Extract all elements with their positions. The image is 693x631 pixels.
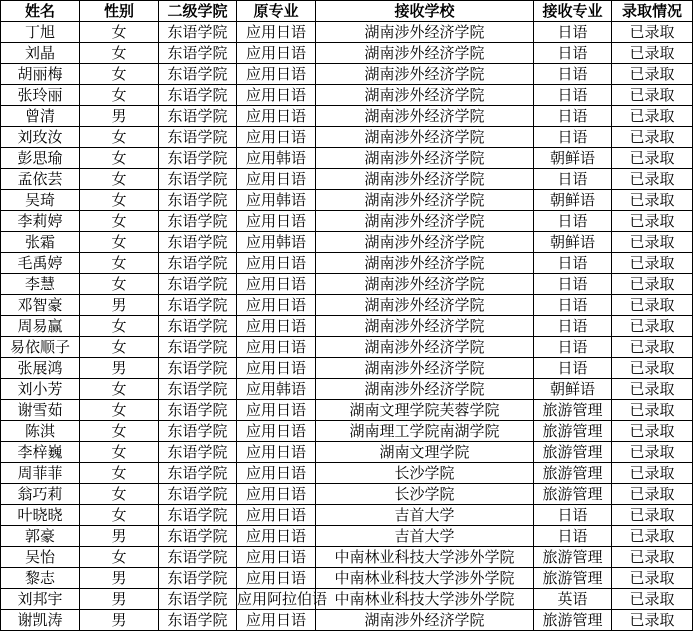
table-row: [1, 463, 693, 484]
cell-receiving-major: 日语: [534, 127, 612, 148]
cell-original-major: 应用日语: [237, 400, 316, 421]
cell-original-major: 应用日语: [237, 169, 316, 190]
cell-name: 吴琦: [1, 190, 80, 211]
cell-original-major: 应用韩语: [237, 190, 316, 211]
cell-receiving-major: 日语: [534, 505, 612, 526]
cell-name: 刘玫汝: [1, 127, 80, 148]
cell-gender: 女: [80, 547, 159, 568]
cell-gender: 女: [80, 274, 159, 295]
cell-college: 东语学院: [159, 169, 237, 190]
cell-admission-status: 已录取: [612, 610, 693, 631]
cell-name: 李莉婷: [1, 211, 80, 232]
cell-original-major: 应用韩语: [237, 148, 316, 169]
cell-gender: 女: [80, 505, 159, 526]
cell-college: 东语学院: [159, 274, 237, 295]
cell-gender: 女: [80, 253, 159, 274]
cell-college: 东语学院: [159, 43, 237, 64]
cell-gender: 男: [80, 589, 159, 610]
cell-name: 张展鸿: [1, 358, 80, 379]
cell-receiving-school: 湖南涉外经济学院: [316, 22, 534, 43]
header-receiving-major: 接收专业: [534, 1, 612, 22]
table-row: [1, 232, 693, 253]
cell-gender: 女: [80, 442, 159, 463]
cell-admission-status: 已录取: [612, 421, 693, 442]
cell-admission-status: 已录取: [612, 253, 693, 274]
cell-college: 东语学院: [159, 127, 237, 148]
cell-college: 东语学院: [159, 22, 237, 43]
cell-original-major: 应用韩语: [237, 232, 316, 253]
cell-gender: 男: [80, 568, 159, 589]
cell-receiving-major: 旅游管理: [534, 463, 612, 484]
cell-admission-status: 已录取: [612, 22, 693, 43]
table-row: [1, 43, 693, 64]
cell-original-major: 应用日语: [237, 547, 316, 568]
cell-receiving-major: 日语: [534, 274, 612, 295]
cell-gender: 女: [80, 64, 159, 85]
cell-receiving-school: 中南林业科技大学涉外学院: [316, 547, 534, 568]
cell-name: 李慧: [1, 274, 80, 295]
cell-admission-status: 已录取: [612, 337, 693, 358]
table-row: [1, 610, 693, 631]
cell-gender: 女: [80, 190, 159, 211]
table-row: [1, 547, 693, 568]
cell-receiving-school: 湖南涉外经济学院: [316, 85, 534, 106]
cell-admission-status: 已录取: [612, 379, 693, 400]
cell-original-major: 应用日语: [237, 505, 316, 526]
cell-original-major: 应用日语: [237, 337, 316, 358]
cell-receiving-school: 中南林业科技大学涉外学院: [316, 568, 534, 589]
cell-receiving-school: 湖南涉外经济学院: [316, 169, 534, 190]
cell-college: 东语学院: [159, 148, 237, 169]
cell-name: 黎志: [1, 568, 80, 589]
cell-original-major: 应用日语: [237, 106, 316, 127]
cell-receiving-major: 朝鲜语: [534, 379, 612, 400]
cell-receiving-major: 朝鲜语: [534, 190, 612, 211]
cell-original-major: 应用日语: [237, 316, 316, 337]
cell-receiving-major: 旅游管理: [534, 442, 612, 463]
cell-gender: 女: [80, 22, 159, 43]
cell-name: 孟依芸: [1, 169, 80, 190]
cell-admission-status: 已录取: [612, 442, 693, 463]
cell-receiving-school: 湖南涉外经济学院: [316, 337, 534, 358]
cell-admission-status: 已录取: [612, 484, 693, 505]
cell-gender: 女: [80, 316, 159, 337]
cell-receiving-school: 湖南涉外经济学院: [316, 253, 534, 274]
cell-receiving-major: 日语: [534, 526, 612, 547]
cell-gender: 女: [80, 148, 159, 169]
cell-receiving-school: 湖南涉外经济学院: [316, 190, 534, 211]
table-row: [1, 568, 693, 589]
cell-name: 彭思瑜: [1, 148, 80, 169]
table-row: [1, 127, 693, 148]
cell-receiving-school: 湖南涉外经济学院: [316, 379, 534, 400]
cell-college: 东语学院: [159, 106, 237, 127]
cell-college: 东语学院: [159, 64, 237, 85]
cell-college: 东语学院: [159, 505, 237, 526]
cell-college: 东语学院: [159, 400, 237, 421]
cell-receiving-school: 湖南涉外经济学院: [316, 106, 534, 127]
table-row: [1, 253, 693, 274]
cell-gender: 女: [80, 484, 159, 505]
cell-college: 东语学院: [159, 316, 237, 337]
cell-admission-status: 已录取: [612, 505, 693, 526]
cell-admission-status: 已录取: [612, 64, 693, 85]
cell-receiving-major: 旅游管理: [534, 568, 612, 589]
cell-original-major: 应用日语: [237, 484, 316, 505]
cell-receiving-major: 旅游管理: [534, 610, 612, 631]
cell-receiving-major: 日语: [534, 106, 612, 127]
table-row: [1, 337, 693, 358]
cell-name: 易依顺子: [1, 337, 80, 358]
cell-name: 周易赢: [1, 316, 80, 337]
cell-admission-status: 已录取: [612, 106, 693, 127]
cell-admission-status: 已录取: [612, 169, 693, 190]
cell-admission-status: 已录取: [612, 43, 693, 64]
cell-receiving-major: 旅游管理: [534, 484, 612, 505]
cell-admission-status: 已录取: [612, 358, 693, 379]
cell-gender: 男: [80, 610, 159, 631]
header-original-major: 原专业: [237, 1, 316, 22]
table-row: [1, 316, 693, 337]
cell-original-major: 应用日语: [237, 85, 316, 106]
cell-receiving-major: 日语: [534, 358, 612, 379]
cell-gender: 女: [80, 127, 159, 148]
cell-receiving-school: 湖南涉外经济学院: [316, 127, 534, 148]
cell-receiving-major: 英语: [534, 589, 612, 610]
cell-name: 刘小芳: [1, 379, 80, 400]
table-row: [1, 106, 693, 127]
table-row: [1, 274, 693, 295]
cell-gender: 女: [80, 85, 159, 106]
cell-gender: 女: [80, 421, 159, 442]
cell-name: 张霜: [1, 232, 80, 253]
table-row: [1, 484, 693, 505]
cell-admission-status: 已录取: [612, 526, 693, 547]
cell-original-major: 应用阿拉伯语: [237, 589, 328, 608]
cell-original-major: 应用日语: [237, 127, 316, 148]
cell-admission-status: 已录取: [612, 295, 693, 316]
cell-admission-status: 已录取: [612, 316, 693, 337]
cell-name: 陈淇: [1, 421, 80, 442]
cell-college: 东语学院: [159, 190, 237, 211]
cell-original-major: 应用日语: [237, 43, 316, 64]
cell-gender: 男: [80, 295, 159, 316]
table-row: [1, 295, 693, 316]
cell-name: 毛禹婷: [1, 253, 80, 274]
cell-name: 丁旭: [1, 22, 80, 43]
cell-original-major: 应用日语: [237, 211, 316, 232]
cell-gender: 女: [80, 169, 159, 190]
cell-original-major: 应用日语: [237, 442, 316, 463]
table-row: [1, 358, 693, 379]
cell-receiving-major: 日语: [534, 295, 612, 316]
cell-college: 东语学院: [159, 463, 237, 484]
cell-admission-status: 已录取: [612, 148, 693, 169]
table-row: [1, 400, 693, 421]
cell-admission-status: 已录取: [612, 547, 693, 568]
cell-college: 东语学院: [159, 589, 237, 610]
cell-original-major: 应用日语: [237, 421, 316, 442]
cell-admission-status: 已录取: [612, 274, 693, 295]
cell-gender: 男: [80, 358, 159, 379]
cell-admission-status: 已录取: [612, 568, 693, 589]
cell-original-major: 应用日语: [237, 64, 316, 85]
cell-receiving-school: 湖南涉外经济学院: [316, 610, 534, 631]
cell-receiving-major: 日语: [534, 85, 612, 106]
cell-receiving-major: 朝鲜语: [534, 148, 612, 169]
cell-admission-status: 已录取: [612, 232, 693, 253]
cell-receiving-major: 日语: [534, 22, 612, 43]
cell-college: 东语学院: [159, 232, 237, 253]
cell-receiving-major: 旅游管理: [534, 547, 612, 568]
header-gender: 性别: [80, 1, 159, 22]
table-row: [1, 526, 693, 547]
cell-name: 翁巧莉: [1, 484, 80, 505]
table-row: [1, 148, 693, 169]
cell-receiving-school: 长沙学院: [316, 463, 534, 484]
cell-admission-status: 已录取: [612, 589, 693, 610]
cell-college: 东语学院: [159, 253, 237, 274]
cell-gender: 女: [80, 43, 159, 64]
cell-receiving-school: 湖南涉外经济学院: [316, 274, 534, 295]
cell-receiving-school: 湖南文理学院芙蓉学院: [316, 400, 534, 421]
table-row: [1, 442, 693, 463]
cell-gender: 女: [80, 379, 159, 400]
cell-receiving-school: 中南林业科技大学涉外学院: [316, 589, 534, 610]
cell-admission-status: 已录取: [612, 211, 693, 232]
cell-college: 东语学院: [159, 85, 237, 106]
cell-name: 叶晓晓: [1, 505, 80, 526]
cell-college: 东语学院: [159, 568, 237, 589]
cell-college: 东语学院: [159, 295, 237, 316]
cell-receiving-major: 日语: [534, 253, 612, 274]
header-college: 二级学院: [159, 1, 237, 22]
cell-name: 张玲丽: [1, 85, 80, 106]
cell-college: 东语学院: [159, 442, 237, 463]
cell-name: 刘晶: [1, 43, 80, 64]
header-admission-status: 录取情况: [612, 1, 693, 22]
cell-college: 东语学院: [159, 421, 237, 442]
cell-receiving-major: 日语: [534, 43, 612, 64]
cell-gender: 女: [80, 400, 159, 421]
cell-name: 曾清: [1, 106, 80, 127]
cell-receiving-school: 湖南涉外经济学院: [316, 295, 534, 316]
table-row: [1, 85, 693, 106]
header-row: [1, 1, 693, 22]
cell-name: 吴怡: [1, 547, 80, 568]
cell-receiving-school: 湖南涉外经济学院: [316, 232, 534, 253]
cell-receiving-school: 湖南涉外经济学院: [316, 211, 534, 232]
cell-admission-status: 已录取: [612, 85, 693, 106]
cell-receiving-major: 朝鲜语: [534, 232, 612, 253]
cell-original-major: 应用日语: [237, 358, 316, 379]
cell-college: 东语学院: [159, 484, 237, 505]
cell-original-major: 应用日语: [237, 610, 316, 631]
cell-name: 刘邦宇: [1, 589, 80, 610]
table-row: [1, 421, 693, 442]
cell-original-major: 应用日语: [237, 463, 316, 484]
cell-original-major: 应用日语: [237, 295, 316, 316]
cell-original-major: 应用日语: [237, 22, 316, 43]
cell-name: 谢雪茹: [1, 400, 80, 421]
table-row: [1, 190, 693, 211]
cell-receiving-major: 日语: [534, 169, 612, 190]
cell-receiving-major: 日语: [534, 316, 612, 337]
header-name: 姓名: [1, 1, 80, 22]
cell-college: 东语学院: [159, 358, 237, 379]
cell-receiving-school: 湖南涉外经济学院: [316, 148, 534, 169]
cell-original-major: 应用日语: [237, 568, 316, 589]
cell-gender: 女: [80, 211, 159, 232]
table-row: [1, 505, 693, 526]
cell-admission-status: 已录取: [612, 127, 693, 148]
cell-original-major: 应用日语: [237, 526, 316, 547]
cell-college: 东语学院: [159, 337, 237, 358]
cell-original-major: 应用韩语: [237, 379, 316, 400]
cell-college: 东语学院: [159, 379, 237, 400]
cell-name: 胡丽梅: [1, 64, 80, 85]
cell-receiving-major: 日语: [534, 211, 612, 232]
cell-original-major: 应用日语: [237, 274, 316, 295]
cell-receiving-major: 旅游管理: [534, 400, 612, 421]
cell-college: 东语学院: [159, 547, 237, 568]
cell-college: 东语学院: [159, 211, 237, 232]
cell-receiving-major: 日语: [534, 64, 612, 85]
table-row: [1, 64, 693, 85]
cell-receiving-school: 湖南理工学院南湖学院: [316, 421, 534, 442]
cell-gender: 女: [80, 232, 159, 253]
cell-gender: 女: [80, 463, 159, 484]
cell-admission-status: 已录取: [612, 400, 693, 421]
cell-receiving-school: 湖南涉外经济学院: [316, 358, 534, 379]
table-row: [1, 22, 693, 43]
cell-receiving-school: 湖南文理学院: [316, 442, 534, 463]
table-row: [1, 379, 693, 400]
cell-college: 东语学院: [159, 610, 237, 631]
cell-receiving-major: 日语: [534, 337, 612, 358]
cell-receiving-school: 吉首大学: [316, 526, 534, 547]
cell-receiving-school: 长沙学院: [316, 484, 534, 505]
cell-admission-status: 已录取: [612, 463, 693, 484]
table-row: [1, 589, 693, 610]
cell-receiving-school: 湖南涉外经济学院: [316, 64, 534, 85]
cell-gender: 男: [80, 106, 159, 127]
cell-name: 李梓巍: [1, 442, 80, 463]
header-receiving-school: 接收学校: [316, 1, 534, 22]
cell-college: 东语学院: [159, 526, 237, 547]
cell-name: 谢凯涛: [1, 610, 80, 631]
cell-name: 周菲菲: [1, 463, 80, 484]
cell-original-major: 应用日语: [237, 253, 316, 274]
cell-gender: 女: [80, 337, 159, 358]
cell-admission-status: 已录取: [612, 190, 693, 211]
cell-gender: 男: [80, 526, 159, 547]
cell-name: 邓智豪: [1, 295, 80, 316]
table-row: [1, 211, 693, 232]
table-row: [1, 169, 693, 190]
cell-receiving-major: 旅游管理: [534, 421, 612, 442]
cell-name: 郭豪: [1, 526, 80, 547]
cell-receiving-school: 吉首大学: [316, 505, 534, 526]
cell-receiving-school: 湖南涉外经济学院: [316, 43, 534, 64]
cell-receiving-school: 湖南涉外经济学院: [316, 316, 534, 337]
